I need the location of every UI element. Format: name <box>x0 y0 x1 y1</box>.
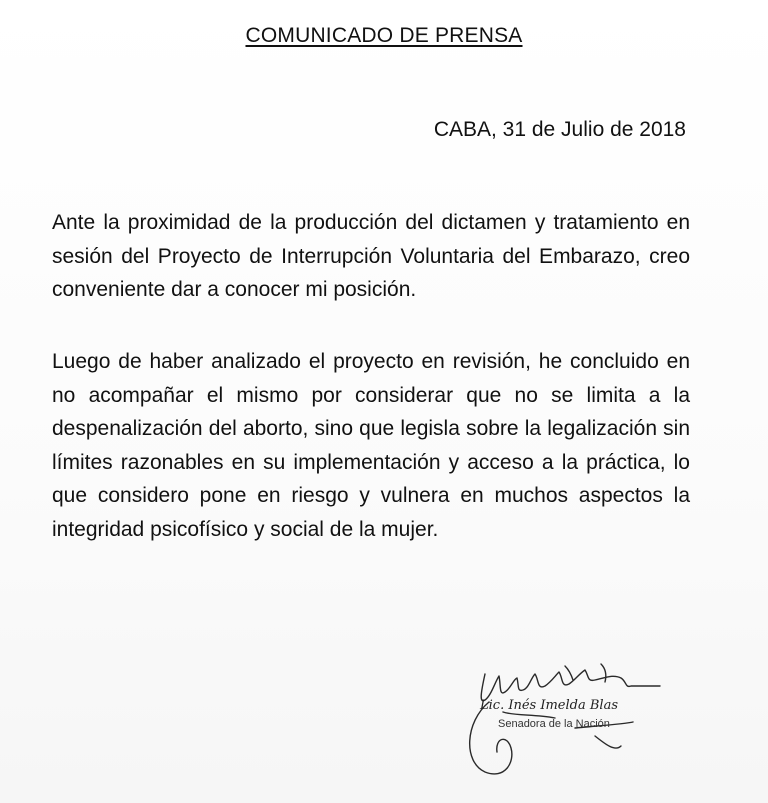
title-text: COMUNICADO DE PRENSA <box>245 24 523 47</box>
paragraph-2: Luego de haber analizado el proyecto en revisión, he concluido en no acompañar el mismo por considerar que no se limita a la despenalización del aborto, sino que legisla sobre la legalización sin límites razonables en su implementación y acceso a la práctica, lo que considero pone en riesgo y vulnera en muchos aspectos la integridad psicofísico y social de la mujer. <box>52 350 690 541</box>
document-title <box>0 24 768 48</box>
date-line: CABA, 31 de Julio de 2018 <box>433 118 686 141</box>
paragraph-1: Ante la proximidad de la producción del dictamen y tratamiento en sesión del Proyecto de Interrupción Voluntaria del Embarazo, creo conveniente dar a conocer mi posición. <box>52 211 690 301</box>
signature-role: Senadora de la Nación <box>498 718 610 730</box>
handwritten-signature <box>455 652 695 782</box>
signature-name: Lic. Inés Imelda Blas <box>480 698 618 713</box>
